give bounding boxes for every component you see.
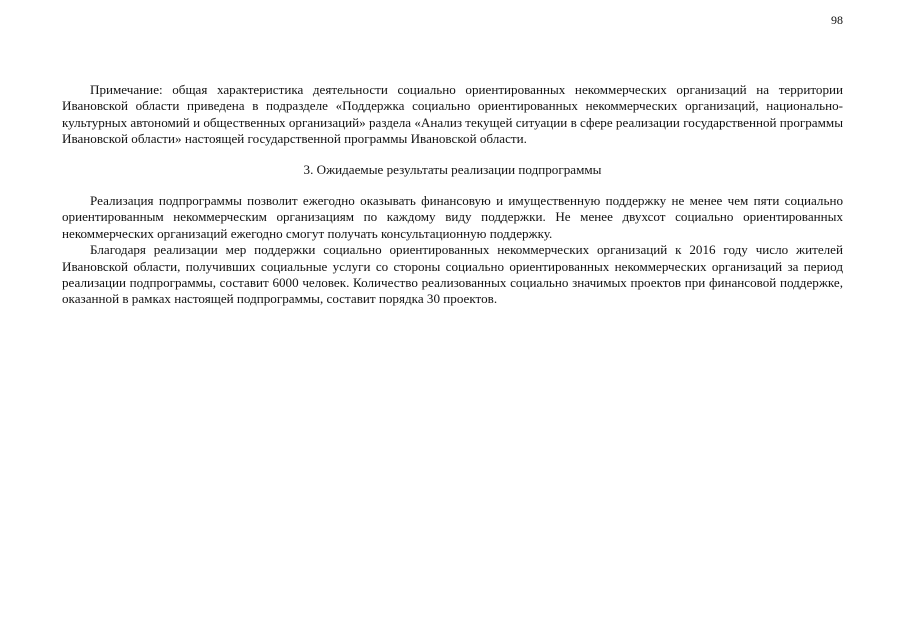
page-number: 98: [831, 13, 843, 27]
note-paragraph: Примечание: общая характеристика деятельности социально ориентированных некоммерческих организаций на территории Ивановской области приведена в подразделе «Поддержка социально ориентированных некоммерческих организаций, национально-культурных автономий и общественных организаций» раздела «Анализ текущей ситуации в сфере реализации государственной программы Ивановской области» настоящей государственной программы Ивановской области.: [62, 82, 843, 147]
results-paragraph-1: Реализация подпрограммы позволит ежегодно оказывать финансовую и имущественную поддержку не менее чем пяти социально ориентированным некоммерческим организациям по каждому виду поддержки. Не менее двухсот социально ориентированных некоммерческих организаций ежегодно смогут получать консультационную поддержку.: [62, 193, 843, 241]
section-heading: 3. Ожидаемые результаты реализации подпрограммы: [303, 161, 602, 177]
results-paragraph-2: Благодаря реализации мер поддержки социально ориентированных некоммерческих организаций к 2016 году число жителей Ивановской области, получивших социальные услуги со стороны социально ориентированных некоммерческих организаций за период реализации подпрограммы, составит 6000 человек. Количество реализованных социально значимых проектов при финансовой поддержке, оказанной в рамках настоящей подпрограммы, составит порядка 30 проектов.: [62, 242, 843, 307]
document-body: [62, 82, 843, 308]
